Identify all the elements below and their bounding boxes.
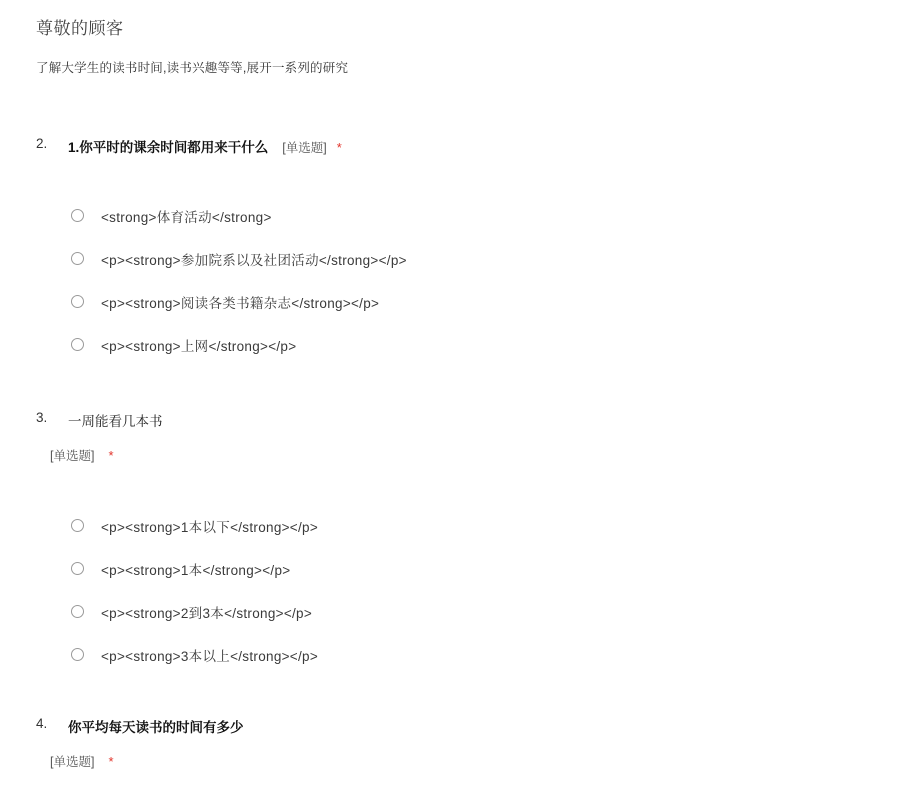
question-meta [50, 446, 114, 464]
radio-icon[interactable] [71, 562, 84, 575]
option-label: <p><strong>参加院系以及社团活动</strong></p> [101, 252, 407, 268]
question-index: 3. [36, 410, 48, 425]
option-label: <p><strong>1本以下</strong></p> [101, 519, 319, 535]
option-item[interactable] [68, 280, 880, 323]
option-item[interactable] [68, 237, 880, 280]
question-title: 一周能看几本书 [68, 414, 163, 429]
question-type-label: [单选题] [50, 449, 95, 463]
required-asterisk: * [336, 140, 342, 155]
question-index: 4. [36, 716, 48, 731]
required-asterisk: * [108, 448, 114, 463]
question-header [68, 716, 880, 736]
radio-icon[interactable] [71, 209, 84, 222]
question-index: 2. [36, 136, 48, 151]
option-label: <p><strong>上网</strong></p> [101, 338, 297, 354]
question-header [68, 410, 880, 430]
question-type-label: [单选题] [50, 755, 95, 769]
option-label: <p><strong>阅读各类书籍杂志</strong></p> [101, 295, 380, 311]
option-label: <p><strong>2到3本</strong></p> [101, 605, 313, 621]
option-label: <p><strong>1本</strong></p> [101, 562, 291, 578]
option-list [68, 194, 880, 366]
page-title: 尊敬的顾客 [36, 19, 124, 38]
required-asterisk: * [108, 754, 114, 769]
option-label: <p><strong>3本以上</strong></p> [101, 648, 319, 664]
question-type-label: [单选题] [282, 141, 327, 155]
option-item[interactable] [68, 504, 880, 547]
option-item[interactable] [68, 547, 880, 590]
radio-icon[interactable] [71, 519, 84, 532]
option-label: <strong>体育活动</strong> [101, 209, 272, 225]
option-item[interactable] [68, 323, 880, 366]
radio-icon[interactable] [71, 648, 84, 661]
question-title: 你平均每天读书的时间有多少 [68, 720, 244, 735]
question-meta [50, 752, 114, 770]
option-item[interactable] [68, 590, 880, 633]
question-header [68, 136, 880, 156]
question-title: 1.你平时的课余时间都用来干什么 [68, 140, 269, 155]
option-list [68, 504, 880, 676]
radio-icon[interactable] [71, 605, 84, 618]
option-item[interactable] [68, 633, 880, 676]
radio-icon[interactable] [71, 295, 84, 308]
radio-icon[interactable] [71, 338, 84, 351]
survey-description: 了解大学生的读书时间,读书兴趣等等,展开一系列的研究 [36, 61, 349, 75]
radio-icon[interactable] [71, 252, 84, 265]
option-item[interactable] [68, 194, 880, 237]
